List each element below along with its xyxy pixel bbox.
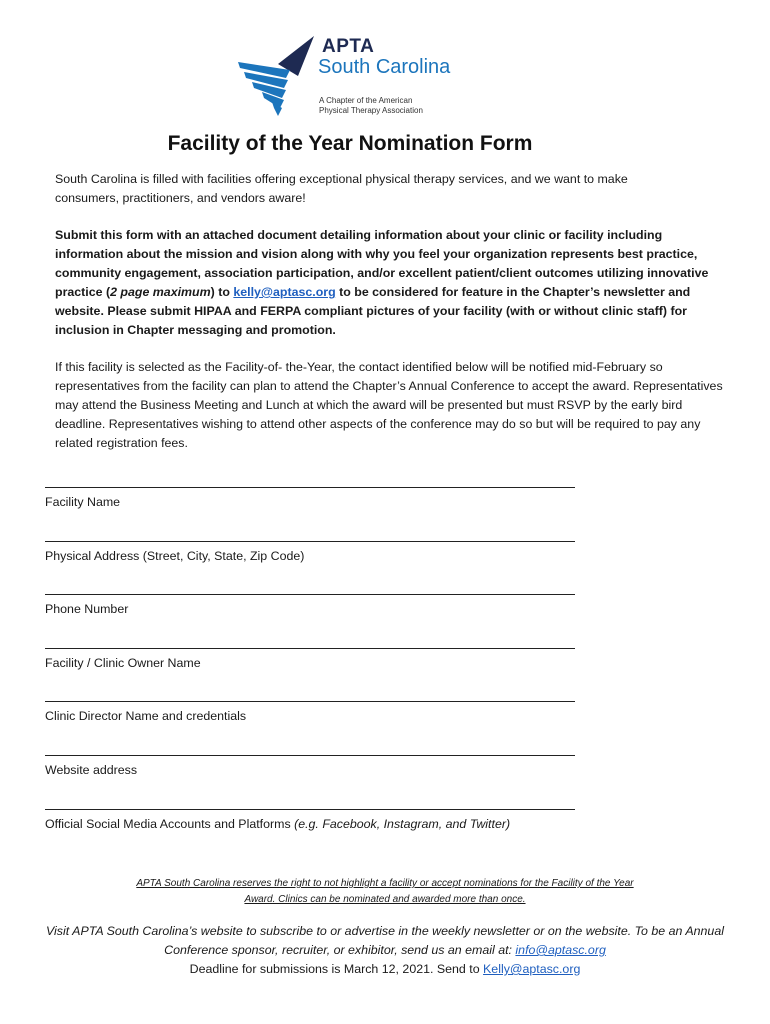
owner-field[interactable] bbox=[45, 648, 585, 672]
owner-label: Facility / Clinic Owner Name bbox=[45, 656, 201, 670]
page-title: Facility of the Year Nomination Form bbox=[167, 132, 533, 155]
social-line[interactable] bbox=[45, 809, 575, 810]
director-field[interactable] bbox=[45, 701, 585, 725]
director-label: Clinic Director Name and credentials bbox=[45, 709, 247, 723]
logo-subtitle-line2: Physical Therapy Association bbox=[319, 106, 423, 115]
facility-name-field[interactable] bbox=[45, 487, 585, 511]
submit-text-3: to be considered for feature in the Chapter’s newsletter and website. Please submit HIPAA and FERPA compliant pictures of your facility (with or without clinic staff) for inclusion in Chapter messaging and promotion. bbox=[55, 285, 691, 337]
website-line[interactable] bbox=[45, 755, 575, 756]
logo-subtitle bbox=[319, 96, 459, 116]
director-line[interactable] bbox=[45, 701, 575, 702]
address-label: Physical Address (Street, City, State, Zip Code) bbox=[45, 549, 305, 563]
submit-email-link[interactable]: kelly@aptasc.org bbox=[233, 285, 336, 299]
apta-swoosh-icon bbox=[238, 34, 322, 120]
apta-sc-logo bbox=[238, 34, 478, 124]
facility-name-line[interactable] bbox=[45, 487, 575, 488]
logo-region: South Carolina bbox=[318, 56, 451, 78]
deadline-text: Deadline for submissions is March 12, 2021. Send to bbox=[189, 962, 484, 976]
address-field[interactable] bbox=[45, 541, 585, 565]
deadline-email-link[interactable]: Kelly@aptasc.org bbox=[483, 962, 581, 976]
facility-name-label: Facility Name bbox=[45, 495, 121, 509]
phone-line[interactable] bbox=[45, 594, 575, 595]
phone-field[interactable] bbox=[45, 594, 585, 618]
deadline-line bbox=[40, 960, 730, 979]
address-line[interactable] bbox=[45, 541, 575, 542]
selection-paragraph: If this facility is selected as the Facility-of- the-Year, the contact identified below will be notified mid-February so representatives from the facility can plan to attend the Chapter’s Annual Conference to accept the award. Representatives may attend the Business Meeting and Lunch at which the award will be presented but must RSVP by the early bird deadline. Representatives wishing to attend other aspects of the conference may do so but will be required to pay any related registration fees. bbox=[55, 360, 723, 450]
page-limit-note: 2 page maximum bbox=[110, 285, 211, 299]
social-label bbox=[45, 817, 510, 831]
submit-paragraph bbox=[55, 226, 725, 340]
intro-paragraph: South Carolina is filled with facilities offering exceptional physical therapy services, and we want to make consumers, practitioners, and vendors aware! bbox=[55, 172, 628, 205]
social-label-text: Official Social Media Accounts and Platforms bbox=[45, 817, 295, 831]
logo-subtitle-line1: A Chapter of the American bbox=[319, 96, 413, 105]
owner-line[interactable] bbox=[45, 648, 575, 649]
website-field[interactable] bbox=[45, 755, 585, 779]
website-label: Website address bbox=[45, 763, 138, 777]
title-wrap bbox=[0, 132, 770, 156]
social-field[interactable] bbox=[45, 809, 645, 833]
submit-text-2: ) to bbox=[210, 285, 234, 299]
logo-brand: APTA bbox=[322, 36, 375, 57]
visit-text: Visit APTA South Carolina’s website to subscribe to or advertise in the weekly newsletter or on the website. To be an Annual Conference sponsor, recruiter, or exhibitor, send us an email at: bbox=[46, 924, 724, 957]
visit-paragraph bbox=[40, 922, 730, 960]
phone-label: Phone Number bbox=[45, 602, 129, 616]
submit-text-1: Submit this form with an attached document detailing information about your clinic or facility including information about the mission and vision along with why you feel your organization represents best practice, community engagement, association participation, and/or excellent patient/client outcomes utilizing innovative practice ( bbox=[55, 228, 709, 299]
social-example: (e.g. Facebook, Instagram, and Twitter) bbox=[294, 817, 511, 831]
disclaimer: APTA South Carolina reserves the right to not highlight a facility or accept nominations for the Facility of the Year Award. Clinics can be nominated and awarded more than once. bbox=[136, 878, 634, 905]
info-email-link[interactable]: info@aptasc.org bbox=[515, 943, 606, 957]
